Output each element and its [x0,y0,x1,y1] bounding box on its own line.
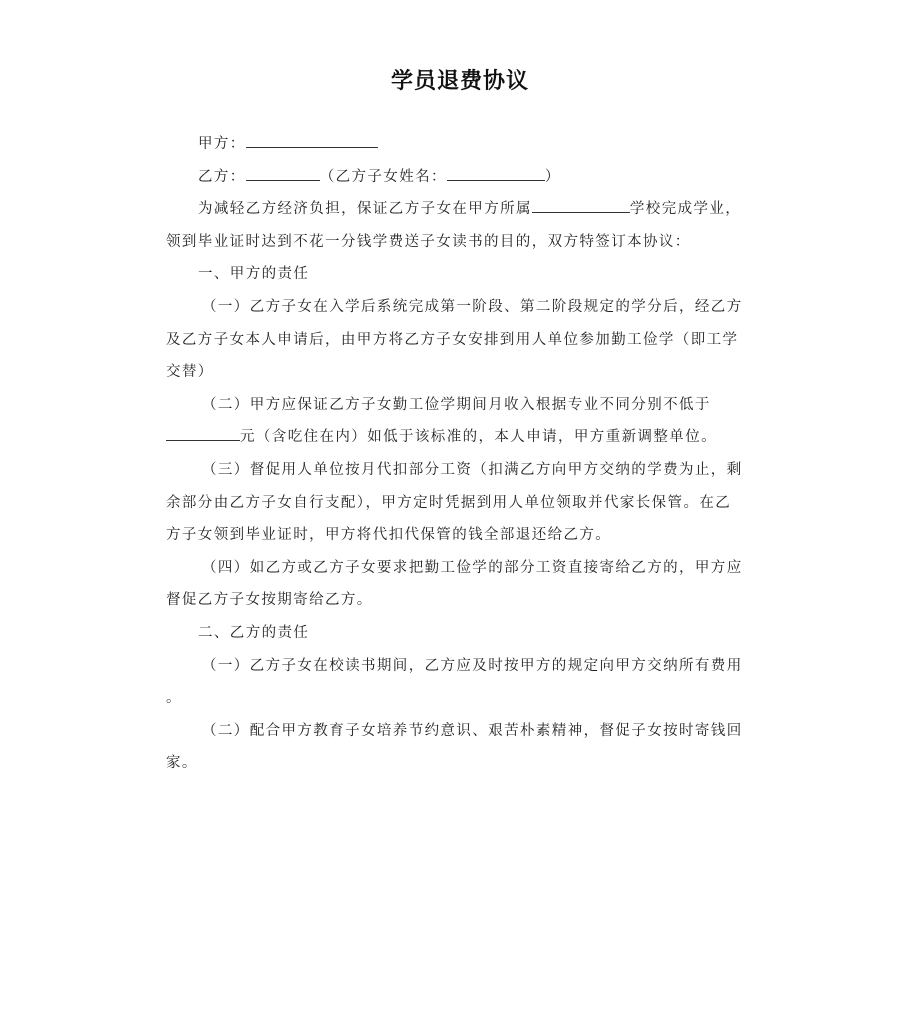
s1-item2-line2 [166,421,756,454]
s2-item2-line2: 家。 [166,755,198,772]
s1-item2-line1: （二）甲方应保证乙方子女勤工俭学期间月收入根据专业不同分别不低于 [202,396,711,413]
document-body [166,128,756,780]
child-name-blank [447,164,545,181]
section-1-heading: 一、甲方的责任 [198,266,310,283]
child-name-close: ） [544,168,561,185]
s2-item1-line1: （一）乙方子女在校读书期间，乙方应及时按甲方的规定向甲方交纳所有费用 [202,657,743,674]
party-b-label: 乙方： [198,168,246,185]
s1-item1-line1: （一）乙方子女在入学后系统完成第一阶段、第二阶段规定的学分后，经乙方 [202,298,743,315]
income-blank [166,424,240,441]
s1-item3-line1: （三）督促用人单位按月代扣部分工资（扣满乙方向甲方交纳的学费为止，剩 [202,461,743,478]
party-b-blank [246,164,320,181]
intro-line-1-b: 学校完成学业， [629,201,742,218]
s1-item3-line2: 余部分由乙方子女自行支配），甲方定时凭据到用人单位领取并代家长保管。在乙 [166,494,732,511]
s2-item1-line2: 。 [166,690,182,707]
s1-item4-line1: （四）如乙方或乙方子女要求把勤工俭学的部分工资直接寄给乙方的，甲方应 [202,559,743,576]
section-2-heading: 二、乙方的责任 [198,624,310,641]
s1-item2-line2-text: 元（含吃住在内）如低于该标准的，本人申请，甲方重新调整单位。 [240,429,717,446]
school-blank [532,196,630,213]
s1-item4-line2: 督促乙方子女按期寄给乙方。 [166,592,373,609]
document-title: 学员退费协议 [390,69,529,94]
party-b-line [166,161,756,194]
s1-item3-line3: 方子女领到毕业证时，甲方将代扣代保管的钱全部退还给乙方。 [166,527,612,544]
s1-item1-line2: 及乙方子女本人申请后，由甲方将乙方子女安排到用人单位参加勤工俭学（即工学 [166,331,739,348]
intro-line-1 [166,193,756,226]
party-a-line [166,128,756,161]
child-name-open: （乙方子女姓名： [319,168,447,185]
intro-line-1-a: 为减轻乙方经济负担，保证乙方子女在甲方所属 [198,201,532,218]
s2-item2-line1: （二）配合甲方教育子女培养节约意识、艰苦朴素精神，督促子女按时寄钱回 [202,722,743,739]
intro-line-2: 领到毕业证时达到不花一分钱学费送子女读书的目的，双方特签订本协议： [166,233,691,250]
party-a-label: 甲方： [198,136,246,152]
party-a-blank [246,131,378,148]
s1-item1-line3: 交替） [166,364,214,381]
